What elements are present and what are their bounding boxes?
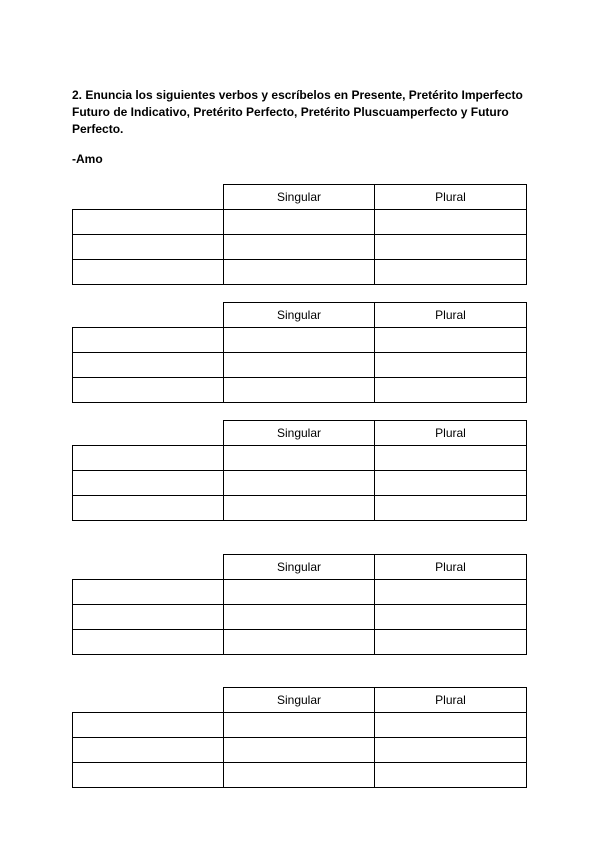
plural-input[interactable] (375, 446, 526, 470)
table-row (73, 496, 527, 521)
plural-input[interactable] (375, 328, 526, 352)
singular-cell[interactable] (224, 260, 375, 285)
singular-cell[interactable] (224, 738, 375, 763)
singular-cell[interactable] (224, 471, 375, 496)
plural-cell[interactable] (375, 235, 527, 260)
singular-cell[interactable] (224, 630, 375, 655)
table-row (73, 260, 527, 285)
singular-cell[interactable] (224, 580, 375, 605)
conjugation-table-1 (72, 184, 527, 285)
plural-cell[interactable] (375, 763, 527, 788)
plural-input[interactable] (375, 580, 526, 604)
exercise-instruction: 2. Enuncia los siguientes verbos y escríbelos en Presente, Pretérito Imperfecto Futuro de Indicativo, Pretérito Perfecto, Pretérito Pluscuamperfecto y Futuro Perfecto. (72, 88, 523, 136)
header-blank-cell (73, 555, 224, 580)
row-label-input[interactable] (73, 210, 223, 234)
table-row (73, 471, 527, 496)
plural-input[interactable] (375, 630, 526, 654)
row-label-input[interactable] (73, 260, 223, 284)
singular-cell[interactable] (224, 763, 375, 788)
table-row (73, 605, 527, 630)
row-label-cell[interactable] (73, 328, 224, 353)
singular-cell[interactable] (224, 446, 375, 471)
plural-input[interactable] (375, 353, 526, 377)
plural-cell[interactable] (375, 630, 527, 655)
table-row (73, 328, 527, 353)
plural-input[interactable] (375, 763, 526, 787)
plural-input[interactable] (375, 605, 526, 629)
header-blank-cell (73, 303, 224, 328)
table-row (73, 580, 527, 605)
plural-cell[interactable] (375, 378, 527, 403)
table-row (73, 378, 527, 403)
plural-cell[interactable] (375, 471, 527, 496)
table-header-row (73, 421, 527, 446)
row-label-input[interactable] (73, 446, 223, 470)
conjugation-table-4 (72, 554, 527, 655)
singular-input[interactable] (224, 605, 374, 629)
row-label-cell[interactable] (73, 353, 224, 378)
singular-cell[interactable] (224, 210, 375, 235)
table-row (73, 210, 527, 235)
singular-cell[interactable] (224, 605, 375, 630)
table-row (73, 738, 527, 763)
plural-cell[interactable] (375, 328, 527, 353)
plural-input[interactable] (375, 235, 526, 259)
row-label-cell[interactable] (73, 713, 224, 738)
singular-cell[interactable] (224, 328, 375, 353)
row-label-input[interactable] (73, 713, 223, 737)
row-label-input[interactable] (73, 235, 223, 259)
singular-input[interactable] (224, 471, 374, 495)
singular-input[interactable] (224, 630, 374, 654)
row-label-input[interactable] (73, 471, 223, 495)
plural-cell[interactable] (375, 605, 527, 630)
row-label-cell[interactable] (73, 738, 224, 763)
table-row (73, 630, 527, 655)
row-label-cell[interactable] (73, 210, 224, 235)
table-header-row (73, 185, 527, 210)
row-label-cell[interactable] (73, 446, 224, 471)
row-label-cell[interactable] (73, 235, 224, 260)
plural-cell[interactable] (375, 353, 527, 378)
row-label-input[interactable] (73, 605, 223, 629)
table-row (73, 235, 527, 260)
singular-input[interactable] (224, 353, 374, 377)
singular-input[interactable] (224, 210, 374, 234)
header-blank-cell (73, 421, 224, 446)
header-singular: Singular (224, 688, 375, 713)
table-header-row (73, 555, 527, 580)
singular-cell[interactable] (224, 235, 375, 260)
singular-input[interactable] (224, 580, 374, 604)
row-label-input[interactable] (73, 630, 223, 654)
header-singular: Singular (224, 421, 375, 446)
plural-input[interactable] (375, 496, 526, 520)
header-blank-cell (73, 688, 224, 713)
header-plural: Plural (375, 421, 527, 446)
conjugation-table-3 (72, 420, 527, 521)
plural-cell[interactable] (375, 580, 527, 605)
row-label-input[interactable] (73, 378, 223, 402)
singular-input[interactable] (224, 328, 374, 352)
header-plural: Plural (375, 303, 527, 328)
row-label-input[interactable] (73, 763, 223, 787)
table-row (73, 763, 527, 788)
plural-input[interactable] (375, 713, 526, 737)
row-label-input[interactable] (73, 738, 223, 762)
plural-cell[interactable] (375, 713, 527, 738)
plural-input[interactable] (375, 260, 526, 284)
singular-input[interactable] (224, 446, 374, 470)
row-label-cell[interactable] (73, 605, 224, 630)
singular-input[interactable] (224, 738, 374, 762)
singular-input[interactable] (224, 260, 374, 284)
singular-input[interactable] (224, 378, 374, 402)
row-label-cell[interactable] (73, 471, 224, 496)
singular-input[interactable] (224, 763, 374, 787)
table-header-row (73, 303, 527, 328)
row-label-cell[interactable] (73, 763, 224, 788)
table-header-row (73, 688, 527, 713)
plural-input[interactable] (375, 738, 526, 762)
row-label-input[interactable] (73, 496, 223, 520)
header-singular: Singular (224, 303, 375, 328)
header-plural: Plural (375, 555, 527, 580)
header-singular: Singular (224, 185, 375, 210)
table-row (73, 713, 527, 738)
row-label-cell[interactable] (73, 580, 224, 605)
verb-label: -Amo (72, 152, 103, 166)
conjugation-table-2 (72, 302, 527, 403)
row-label-input[interactable] (73, 580, 223, 604)
plural-cell[interactable] (375, 738, 527, 763)
row-label-cell[interactable] (73, 496, 224, 521)
plural-cell[interactable] (375, 210, 527, 235)
singular-cell[interactable] (224, 713, 375, 738)
row-label-cell[interactable] (73, 630, 224, 655)
singular-input[interactable] (224, 496, 374, 520)
row-label-input[interactable] (73, 353, 223, 377)
plural-cell[interactable] (375, 446, 527, 471)
table-row (73, 446, 527, 471)
table-row (73, 353, 527, 378)
header-plural: Plural (375, 185, 527, 210)
singular-cell[interactable] (224, 496, 375, 521)
conjugation-table-5 (72, 687, 527, 788)
row-label-cell[interactable] (73, 260, 224, 285)
plural-input[interactable] (375, 378, 526, 402)
plural-input[interactable] (375, 471, 526, 495)
header-blank-cell (73, 185, 224, 210)
plural-input[interactable] (375, 210, 526, 234)
plural-cell[interactable] (375, 496, 527, 521)
singular-cell[interactable] (224, 378, 375, 403)
singular-cell[interactable] (224, 353, 375, 378)
row-label-input[interactable] (73, 328, 223, 352)
singular-input[interactable] (224, 713, 374, 737)
plural-cell[interactable] (375, 260, 527, 285)
header-singular: Singular (224, 555, 375, 580)
row-label-cell[interactable] (73, 378, 224, 403)
header-plural: Plural (375, 688, 527, 713)
singular-input[interactable] (224, 235, 374, 259)
